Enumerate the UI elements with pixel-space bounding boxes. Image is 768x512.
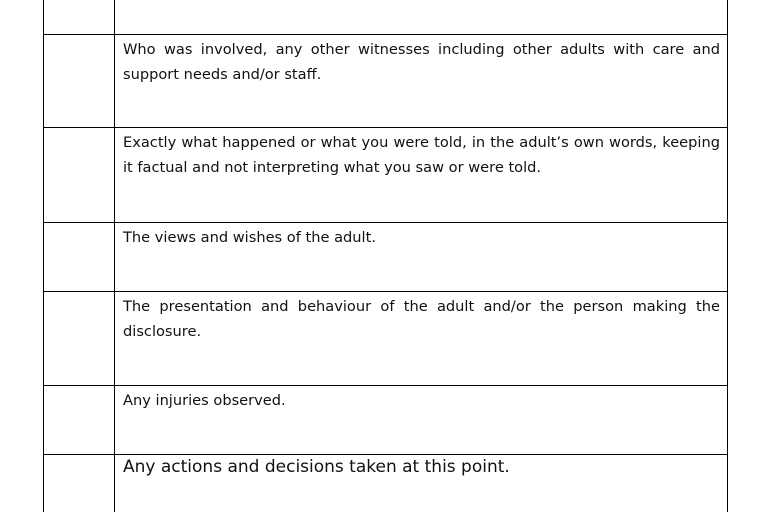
table-row: [44, 0, 728, 35]
row-text: Any injuries observed.: [115, 386, 728, 455]
row-text: The presentation and behaviour of the adult and/or the person making the disclosure.: [115, 292, 728, 386]
table-row: [44, 386, 728, 455]
row-text: Any actions and decisions taken at this point.: [115, 455, 728, 512]
record-checklist-table: [43, 0, 728, 512]
row-text: Who was involved, any other witnesses including other adults with care and support needs and/or staff.: [115, 35, 728, 128]
check-cell[interactable]: [44, 223, 115, 292]
table-row: [44, 455, 728, 512]
table-row: [44, 128, 728, 223]
check-cell[interactable]: [44, 128, 115, 223]
table-row: [44, 292, 728, 386]
check-cell[interactable]: [44, 0, 115, 35]
table-row: [44, 35, 728, 128]
row-text: Exactly what happened or what you were told, in the adult’s own words, keeping it factual and not interpreting what you saw or were told.: [115, 128, 728, 223]
row-text: [115, 0, 728, 35]
check-cell[interactable]: [44, 455, 115, 512]
row-text: The views and wishes of the adult.: [115, 223, 728, 292]
check-cell[interactable]: [44, 386, 115, 455]
check-cell[interactable]: [44, 35, 115, 128]
table-row: [44, 223, 728, 292]
check-cell[interactable]: [44, 292, 115, 386]
